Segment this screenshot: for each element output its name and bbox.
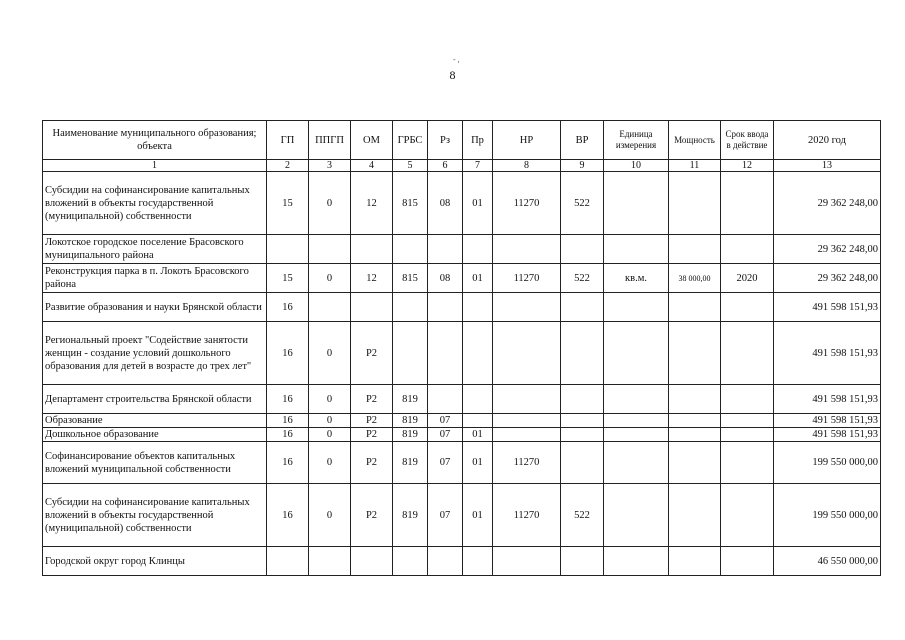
cell-ppgp: 0 (309, 484, 351, 547)
cell-gp: 16 (267, 414, 309, 428)
page-number: 8 (449, 68, 456, 82)
column-number: 1 (43, 160, 267, 172)
cell-term (721, 172, 774, 235)
cell-ppgp (309, 547, 351, 576)
cell-om: P2 (351, 322, 393, 385)
cell-grbs: 815 (393, 264, 428, 293)
cell-term (721, 293, 774, 322)
cell-name: Реконструкция парка в п. Локоть Брасовского района (43, 264, 267, 293)
cell-vr (561, 547, 604, 576)
table-row (43, 414, 881, 428)
cell-nr (493, 235, 561, 264)
cell-name: Образование (43, 414, 267, 428)
cell-amount: 46 550 000,00 (774, 547, 881, 576)
cell-pr (463, 235, 493, 264)
cell-power (669, 547, 721, 576)
header-name: Наименование муниципального образования; объекта (43, 121, 267, 160)
cell-term (721, 414, 774, 428)
cell-ppgp: 0 (309, 172, 351, 235)
cell-nr (493, 293, 561, 322)
cell-amount: 491 598 151,93 (774, 414, 881, 428)
cell-unit (604, 235, 669, 264)
cell-om (351, 235, 393, 264)
header-power: Мощность (669, 121, 721, 160)
cell-rz (428, 322, 463, 385)
cell-gp: 16 (267, 293, 309, 322)
cell-gp: 16 (267, 322, 309, 385)
cell-pr (463, 293, 493, 322)
cell-nr (493, 385, 561, 414)
cell-ppgp (309, 235, 351, 264)
cell-power (669, 293, 721, 322)
cell-amount: 491 598 151,93 (774, 428, 881, 442)
cell-term (721, 484, 774, 547)
column-number: 2 (267, 160, 309, 172)
cell-rz: 07 (428, 428, 463, 442)
cell-nr (493, 428, 561, 442)
cell-name: Региональный проект "Содействие занятости женщин - создание условий дошкольного образования для детей в возрасте до трех лет" (43, 322, 267, 385)
cell-vr (561, 293, 604, 322)
page-mark: - , (453, 55, 460, 64)
cell-vr: 522 (561, 264, 604, 293)
cell-om: P2 (351, 428, 393, 442)
cell-power (669, 414, 721, 428)
cell-amount: 29 362 248,00 (774, 235, 881, 264)
cell-amount: 199 550 000,00 (774, 442, 881, 484)
cell-term (721, 235, 774, 264)
cell-amount: 29 362 248,00 (774, 264, 881, 293)
cell-power (669, 322, 721, 385)
cell-term: 2020 (721, 264, 774, 293)
cell-rz (428, 385, 463, 414)
header-ppgp: ППГП (309, 121, 351, 160)
cell-gp (267, 547, 309, 576)
cell-rz (428, 547, 463, 576)
cell-om (351, 293, 393, 322)
table-row (43, 547, 881, 576)
cell-name: Субсидии на софинансирование капитальных вложений в объекты государственной (муниципальной) собственности (43, 172, 267, 235)
cell-name: Дошкольное образование (43, 428, 267, 442)
column-number: 7 (463, 160, 493, 172)
cell-amount: 199 550 000,00 (774, 484, 881, 547)
cell-name: Департамент строительства Брянской области (43, 385, 267, 414)
cell-name: Софинансирование объектов капитальных вложений муниципальной собственности (43, 442, 267, 484)
cell-grbs (393, 322, 428, 385)
cell-grbs (393, 293, 428, 322)
cell-grbs: 819 (393, 442, 428, 484)
cell-nr (493, 322, 561, 385)
cell-ppgp: 0 (309, 385, 351, 414)
column-number: 11 (669, 160, 721, 172)
cell-grbs: 819 (393, 414, 428, 428)
cell-amount: 491 598 151,93 (774, 293, 881, 322)
table-row (43, 172, 881, 235)
cell-gp: 15 (267, 264, 309, 293)
cell-unit (604, 484, 669, 547)
cell-gp: 16 (267, 484, 309, 547)
cell-pr: 01 (463, 442, 493, 484)
cell-rz (428, 235, 463, 264)
cell-rz: 08 (428, 172, 463, 235)
header-vr: ВР (561, 121, 604, 160)
header-grbs: ГРБС (393, 121, 428, 160)
column-number: 13 (774, 160, 881, 172)
cell-term (721, 442, 774, 484)
cell-vr (561, 235, 604, 264)
header-gp: ГП (267, 121, 309, 160)
cell-rz (428, 293, 463, 322)
cell-vr: 522 (561, 484, 604, 547)
cell-grbs (393, 235, 428, 264)
cell-om: 12 (351, 172, 393, 235)
cell-power (669, 428, 721, 442)
header-rz: Рз (428, 121, 463, 160)
cell-nr (493, 547, 561, 576)
cell-unit: кв.м. (604, 264, 669, 293)
cell-unit (604, 385, 669, 414)
cell-pr: 01 (463, 264, 493, 293)
cell-term (721, 322, 774, 385)
cell-ppgp: 0 (309, 442, 351, 484)
table-row (43, 235, 881, 264)
cell-unit (604, 293, 669, 322)
cell-ppgp: 0 (309, 414, 351, 428)
cell-power (669, 235, 721, 264)
cell-pr (463, 322, 493, 385)
cell-ppgp: 0 (309, 322, 351, 385)
cell-unit (604, 322, 669, 385)
cell-unit (604, 428, 669, 442)
cell-unit (604, 547, 669, 576)
column-number: 3 (309, 160, 351, 172)
cell-ppgp (309, 293, 351, 322)
cell-nr: 11270 (493, 442, 561, 484)
column-number: 5 (393, 160, 428, 172)
header-om: ОМ (351, 121, 393, 160)
cell-grbs: 819 (393, 428, 428, 442)
cell-nr: 11270 (493, 484, 561, 547)
header-row (43, 121, 881, 160)
cell-nr: 11270 (493, 264, 561, 293)
cell-amount: 29 362 248,00 (774, 172, 881, 235)
table-row (43, 293, 881, 322)
cell-power (669, 442, 721, 484)
column-number: 8 (493, 160, 561, 172)
cell-power (669, 484, 721, 547)
table-row (43, 322, 881, 385)
cell-grbs (393, 547, 428, 576)
table-row (43, 484, 881, 547)
cell-vr (561, 385, 604, 414)
cell-om (351, 547, 393, 576)
cell-term (721, 428, 774, 442)
cell-ppgp: 0 (309, 428, 351, 442)
cell-nr (493, 414, 561, 428)
header-nr: НР (493, 121, 561, 160)
cell-gp (267, 235, 309, 264)
column-number: 10 (604, 160, 669, 172)
budget-table (42, 120, 881, 576)
cell-power (669, 172, 721, 235)
cell-vr (561, 414, 604, 428)
cell-nr: 11270 (493, 172, 561, 235)
cell-rz: 07 (428, 414, 463, 428)
cell-name: Развитие образования и науки Брянской области (43, 293, 267, 322)
cell-om: P2 (351, 414, 393, 428)
cell-amount: 491 598 151,93 (774, 322, 881, 385)
cell-vr (561, 442, 604, 484)
cell-vr (561, 428, 604, 442)
cell-gp: 16 (267, 428, 309, 442)
table-row (43, 442, 881, 484)
cell-pr (463, 547, 493, 576)
column-number: 12 (721, 160, 774, 172)
cell-name: Субсидии на софинансирование капитальных вложений в объекты государственной (муниципальной) собственности (43, 484, 267, 547)
cell-pr (463, 385, 493, 414)
cell-unit (604, 172, 669, 235)
cell-grbs: 819 (393, 385, 428, 414)
cell-om: P2 (351, 442, 393, 484)
column-number: 6 (428, 160, 463, 172)
cell-grbs: 815 (393, 172, 428, 235)
cell-pr: 01 (463, 484, 493, 547)
cell-pr: 01 (463, 172, 493, 235)
cell-power (669, 385, 721, 414)
header-amount: 2020 год (774, 121, 881, 160)
cell-grbs: 819 (393, 484, 428, 547)
cell-term (721, 547, 774, 576)
cell-rz: 07 (428, 442, 463, 484)
cell-rz: 07 (428, 484, 463, 547)
cell-om: P2 (351, 385, 393, 414)
cell-name: Городской округ город Клинцы (43, 547, 267, 576)
cell-ppgp: 0 (309, 264, 351, 293)
cell-vr (561, 322, 604, 385)
cell-om: P2 (351, 484, 393, 547)
cell-gp: 15 (267, 172, 309, 235)
cell-pr: 01 (463, 428, 493, 442)
column-number-row (43, 160, 881, 172)
cell-amount: 491 598 151,93 (774, 385, 881, 414)
table-row (43, 428, 881, 442)
table-row (43, 264, 881, 293)
column-number: 4 (351, 160, 393, 172)
column-number: 9 (561, 160, 604, 172)
cell-rz: 08 (428, 264, 463, 293)
cell-unit (604, 442, 669, 484)
cell-om: 12 (351, 264, 393, 293)
header-pr: Пр (463, 121, 493, 160)
cell-unit (604, 414, 669, 428)
cell-pr (463, 414, 493, 428)
header-unit: Единица измерения (604, 121, 669, 160)
header-term: Срок ввода в действие (721, 121, 774, 160)
cell-name: Локотское городское поселение Брасовского муниципального района (43, 235, 267, 264)
table-row (43, 385, 881, 414)
cell-power: 38 000,00 (669, 264, 721, 293)
cell-term (721, 385, 774, 414)
cell-gp: 16 (267, 442, 309, 484)
cell-vr: 522 (561, 172, 604, 235)
cell-gp: 16 (267, 385, 309, 414)
